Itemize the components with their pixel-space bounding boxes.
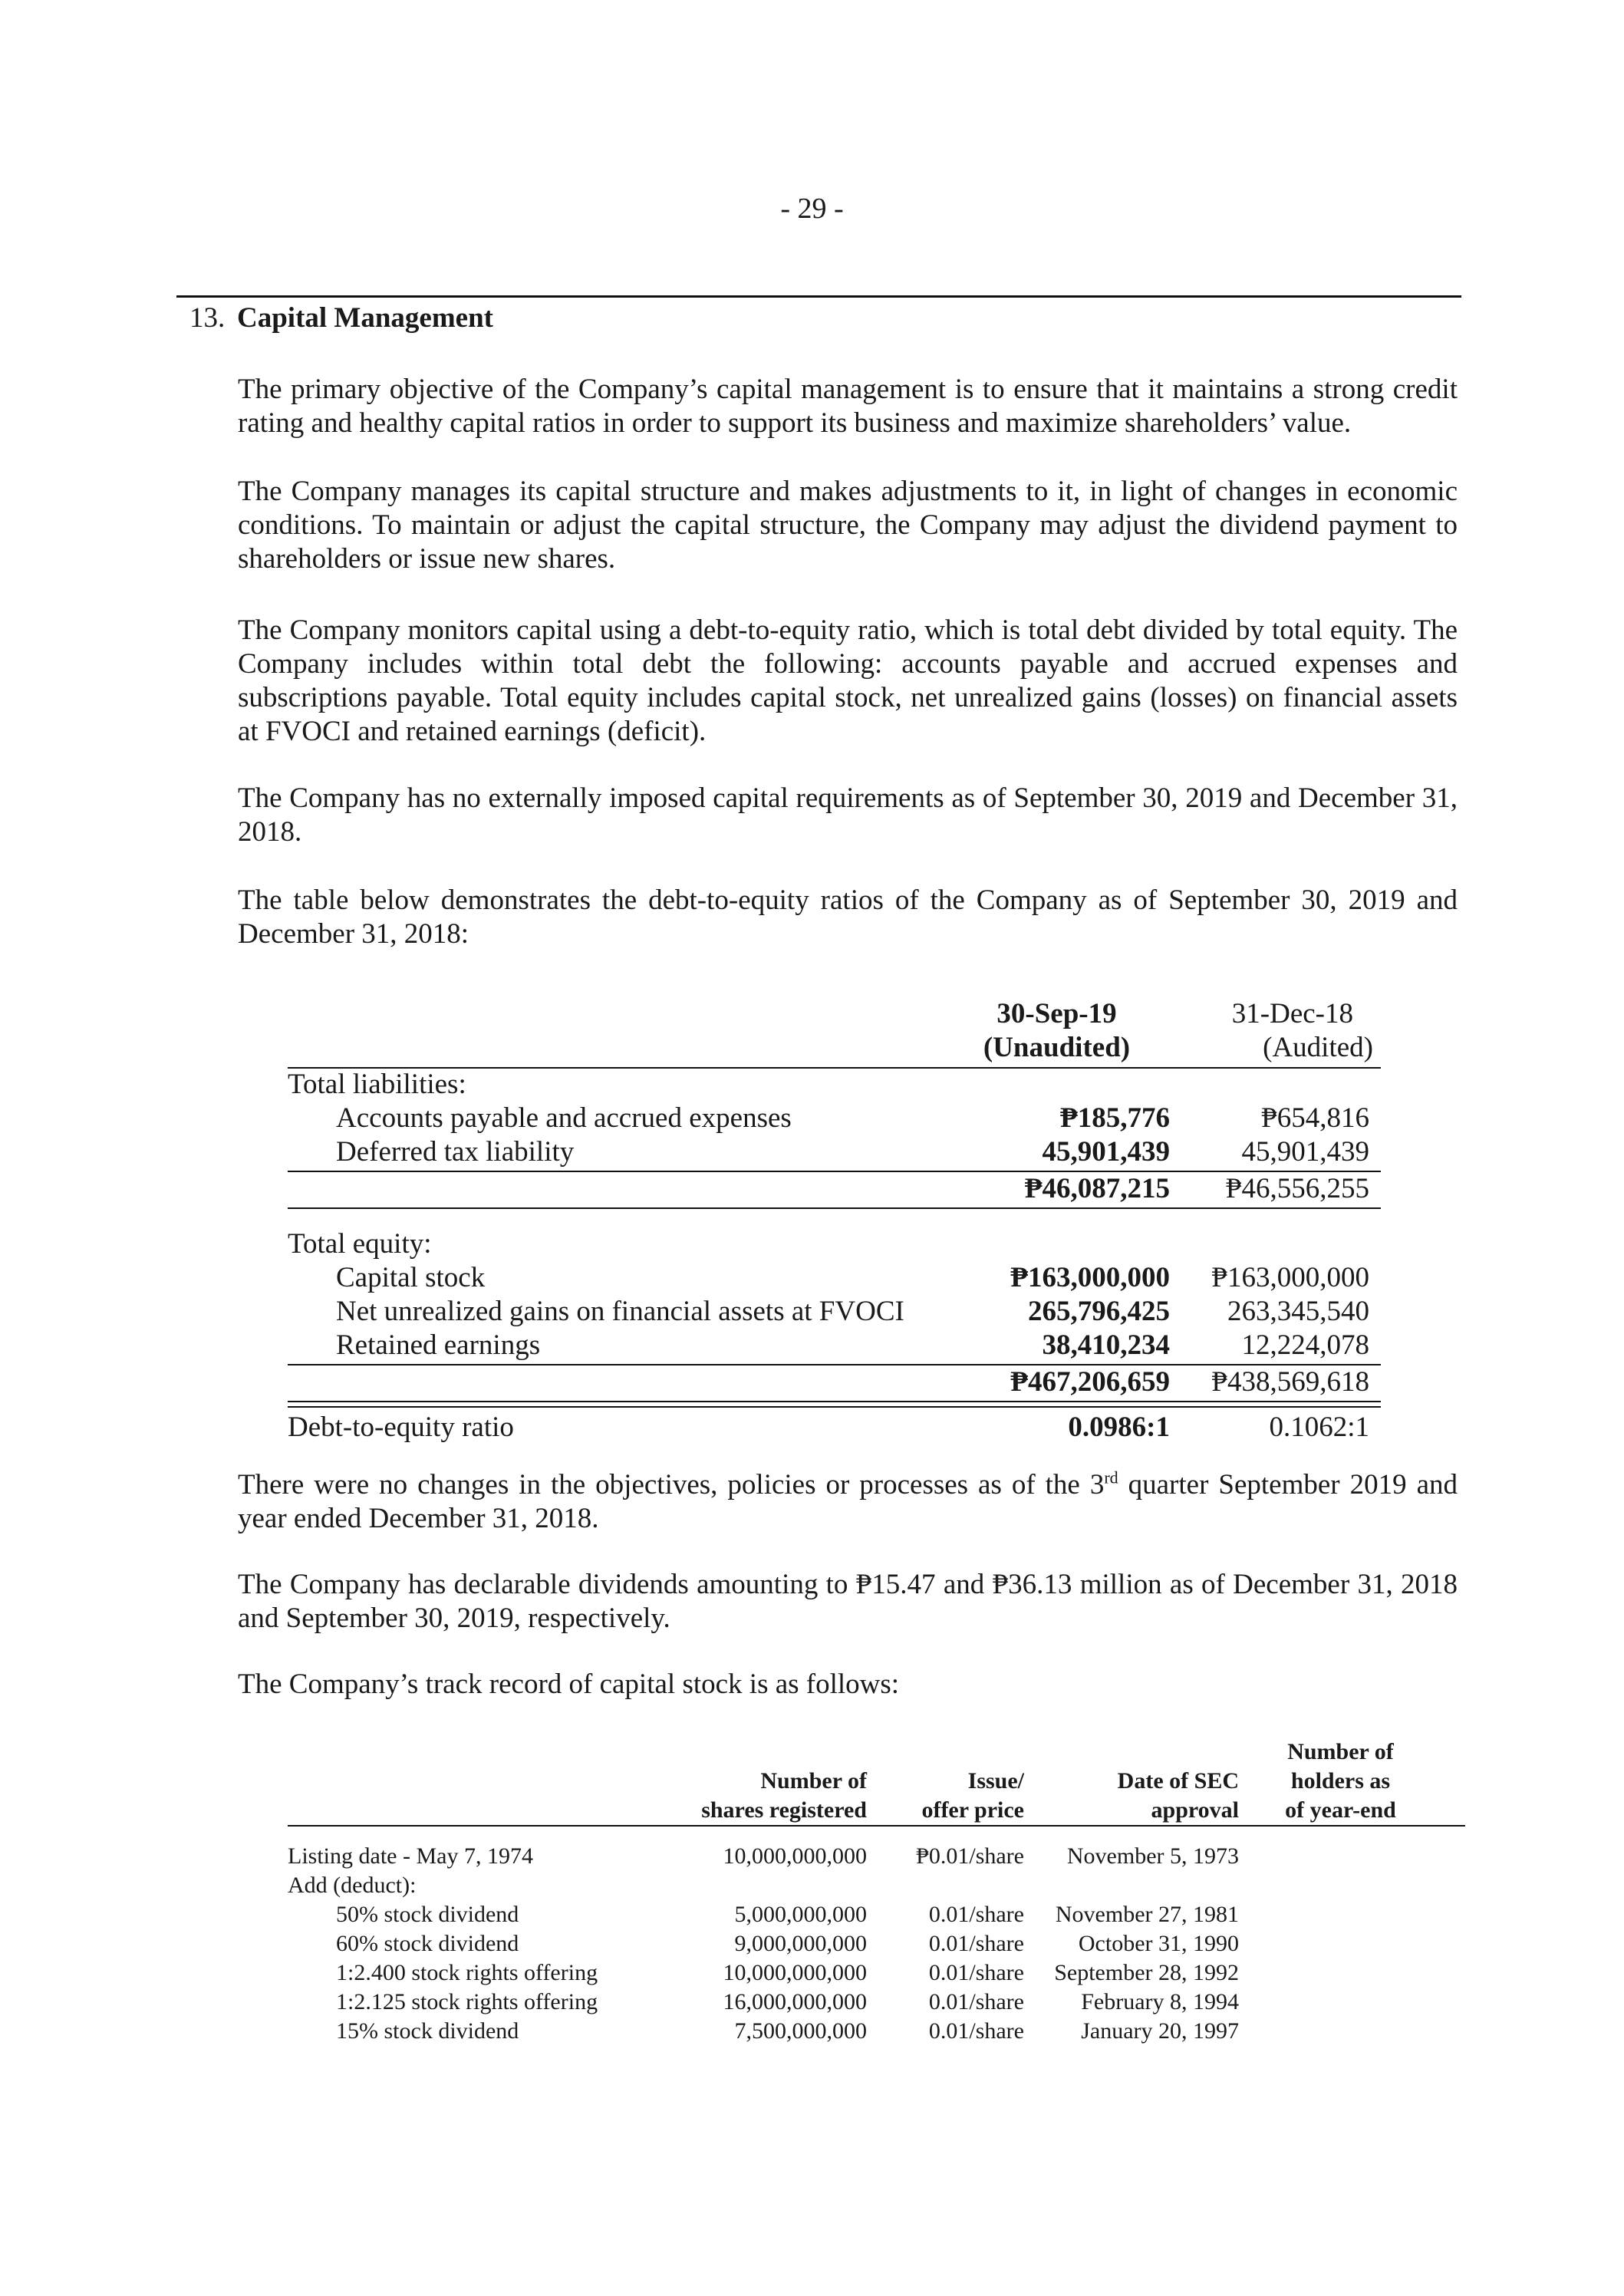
ordinal-suffix: rd <box>1104 1468 1118 1487</box>
track-row-date: February 8, 1994 <box>1081 1989 1239 2014</box>
section-number: 13. <box>189 302 226 334</box>
col2-header <box>1178 997 1373 1065</box>
col1-header-date: 30-Sep-19 <box>996 998 1117 1029</box>
track-header-underline <box>288 1825 1465 1827</box>
track-row-date: January 20, 1997 <box>1081 2018 1239 2044</box>
equity-value-2019: 265,796,425 <box>1028 1296 1170 1327</box>
header-holders-line2: holders as <box>1290 1768 1391 1794</box>
capital-stock-track-record-table <box>288 1738 1465 2090</box>
ratio-value-2018: 0.1062:1 <box>1269 1412 1369 1443</box>
equity-value-2018: 263,345,540 <box>1227 1296 1369 1327</box>
header-shares-line2: shares registered <box>701 1797 867 1823</box>
paragraph-monitoring: The Company monitors capital using a debt-to-equity ratio, which is total debt divided by total equity. The Company includes within total debt the following: accounts payable and accrued expenses and subscriptions payable. Total equity includes capital stock, net unrealized gains (losses) on financial assets at FVOCI and retained earnings (deficit). <box>238 614 1458 747</box>
liability-label: Deferred tax liability <box>336 1136 575 1168</box>
paragraph-dividends: The Company has declarable dividends amounting to ₱15.47 and ₱36.13 million as of December 31, 2018 and September 30, 2019, respectively. <box>238 1569 1458 1634</box>
track-row-price: 0.01/share <box>928 1931 1024 1956</box>
col1-header <box>940 997 1174 1065</box>
track-row-label: 1:2.400 stock rights offering <box>336 1960 598 1985</box>
liabilities-label: Total liabilities: <box>288 1069 466 1100</box>
equity-value-2018: ₱163,000,000 <box>1211 1262 1369 1293</box>
section-title: Capital Management <box>237 302 493 334</box>
paragraph-track-record: The Company’s track record of capital stock is as follows: <box>238 1668 900 1700</box>
listing-label: Listing date - May 7, 1974 <box>288 1843 533 1869</box>
col2-header-status: (Audited) <box>1263 1032 1373 1063</box>
track-row-shares: 10,000,000,000 <box>723 1960 867 1985</box>
track-row-shares: 7,500,000,000 <box>734 2018 867 2044</box>
liability-value-2018: ₱654,816 <box>1261 1102 1369 1134</box>
page-number: - 29 - <box>780 193 844 225</box>
header-date-line2: approval <box>1151 1797 1239 1823</box>
add-deduct-label: Add (deduct): <box>288 1873 417 1898</box>
col2-header-date: 31-Dec-18 <box>1231 998 1353 1029</box>
track-row-date: October 31, 1990 <box>1078 1931 1239 1956</box>
equity-total-2019: ₱467,206,659 <box>1010 1366 1170 1398</box>
equity-item-label: Retained earnings <box>336 1329 541 1361</box>
listing-price: ₱0.01/share <box>916 1843 1024 1869</box>
paragraph-no-changes <box>238 1468 1458 1536</box>
paragraph-table-intro: The table below demonstrates the debt-to-equity ratios of the Company as of September 30, 2019 and December 31, 2018: <box>238 884 1458 950</box>
col1-header-status: (Unaudited) <box>983 1032 1131 1063</box>
header-shares-line1: Number of <box>760 1768 867 1794</box>
equity-value-2019: ₱163,000,000 <box>1010 1262 1170 1293</box>
header-price-line1: Issue/ <box>967 1768 1024 1794</box>
liability-value-2018: 45,901,439 <box>1241 1136 1369 1168</box>
header-shares <box>648 1767 867 1825</box>
liabilities-total-rule <box>288 1207 1381 1209</box>
paragraph-structure: The Company manages its capital structure and makes adjustments to it, in light of changes in economic conditions. To maintain or adjust the capital structure, the Company may adjust the dividend payment to shareholders or issue new shares. <box>238 476 1458 575</box>
equity-value-2018: 12,224,078 <box>1241 1329 1369 1361</box>
header-price-line2: offer price <box>921 1797 1024 1823</box>
header-date-line1: Date of SEC <box>1117 1768 1239 1794</box>
equity-total-2018: ₱438,569,618 <box>1211 1366 1369 1398</box>
ratio-label: Debt-to-equity ratio <box>288 1412 514 1443</box>
track-row-shares: 16,000,000,000 <box>723 1989 867 2014</box>
equity-item-label: Net unrealized gains on financial assets at FVOCI <box>336 1296 904 1327</box>
track-row-date: November 27, 1981 <box>1055 1902 1239 1927</box>
equity-total-rule-2 <box>288 1406 1381 1408</box>
equity-value-2019: 38,410,234 <box>1042 1329 1170 1361</box>
header-holders <box>1247 1738 1435 1825</box>
header-holders-line3: of year-end <box>1285 1797 1396 1823</box>
track-row-label: 60% stock dividend <box>336 1931 519 1956</box>
liabilities-total-2019: ₱46,087,215 <box>1024 1173 1170 1204</box>
track-row-label: 1:2.125 stock rights offering <box>336 1989 598 2014</box>
header-price <box>871 1767 1024 1825</box>
paragraph-objective: The primary objective of the Company’s capital management is to ensure that it maintains a strong credit rating and healthy capital ratios in order to support its business and maximize shareholders’ value. <box>238 374 1458 439</box>
listing-shares: 10,000,000,000 <box>723 1843 867 1869</box>
track-row-label: 50% stock dividend <box>336 1902 519 1927</box>
track-row-date: September 28, 1992 <box>1054 1960 1239 1985</box>
listing-date: November 5, 1973 <box>1066 1843 1239 1869</box>
section-heading <box>189 301 493 334</box>
no-changes-text: There were no changes in the objectives, policies or processes as of the 3 <box>238 1469 1105 1500</box>
track-row-price: 0.01/share <box>928 1989 1024 2014</box>
ratio-value-2019: 0.0986:1 <box>1068 1412 1170 1443</box>
track-row-price: 0.01/share <box>928 1960 1024 1985</box>
liability-label: Accounts payable and accrued expenses <box>336 1102 792 1134</box>
header-rule <box>176 295 1461 298</box>
equity-label: Total equity: <box>288 1228 432 1260</box>
liabilities-total-2018: ₱46,556,255 <box>1225 1173 1369 1204</box>
track-row-label: 15% stock dividend <box>336 2018 519 2044</box>
track-row-shares: 9,000,000,000 <box>734 1931 867 1956</box>
debt-to-equity-table <box>288 997 1381 1458</box>
paragraph-requirements: The Company has no externally imposed capital requirements as of September 30, 2019 and December 31, 2018. <box>238 782 1458 848</box>
liability-value-2019: 45,901,439 <box>1042 1136 1170 1168</box>
header-date <box>1024 1767 1239 1825</box>
liability-value-2019: ₱185,776 <box>1060 1102 1170 1134</box>
track-row-price: 0.01/share <box>928 1902 1024 1927</box>
no-changes-text-end: quarter September 2019 and year ended December 31, 2018. <box>238 1469 1458 1534</box>
track-row-price: 0.01/share <box>928 2018 1024 2044</box>
track-row-shares: 5,000,000,000 <box>734 1902 867 1927</box>
equity-item-label: Capital stock <box>336 1262 486 1293</box>
equity-total-rule-1 <box>288 1401 1381 1402</box>
header-holders-line1: Number of <box>1287 1739 1394 1764</box>
